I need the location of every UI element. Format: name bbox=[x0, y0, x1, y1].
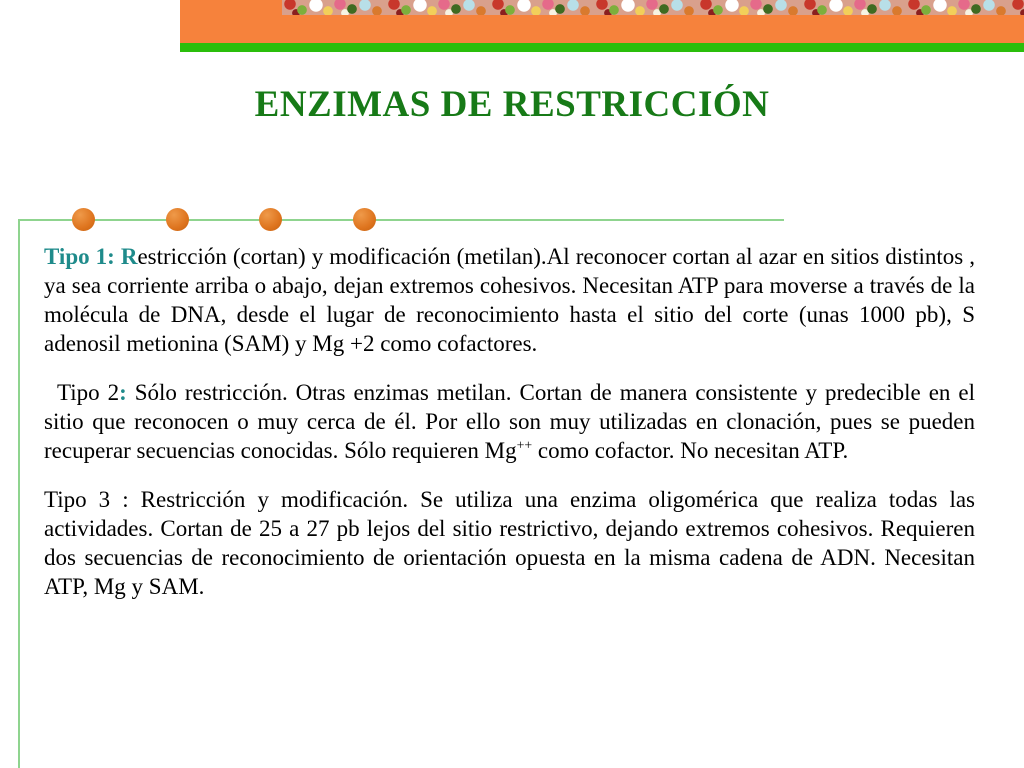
tipo-2-superscript: ++ bbox=[516, 437, 533, 453]
divider-line-vertical bbox=[18, 219, 20, 768]
page-title: ENZIMAS DE RESTRICCIÓN bbox=[254, 84, 770, 125]
paragraph-tipo-3 bbox=[44, 485, 975, 601]
tipo-1-lead: Tipo 1: R bbox=[44, 244, 138, 269]
divider-dot bbox=[259, 208, 282, 231]
tipo-2-text-b: como cofactor. No necesitan ATP. bbox=[532, 438, 849, 463]
divider-dot bbox=[166, 208, 189, 231]
tipo-1-text: estricción (cortan) y modificación (metilan).Al reconocer cortan al azar en sitios distintos , ya sea corriente arriba o abajo, dejan extremos cohesivos. Necesitan ATP para moverse a través de la molécula de DNA, desde el lugar de reconocimiento hasta el sitio del corte (unas 1000 pb), S adenosil metionina (SAM) y Mg +2 como cofactores. bbox=[44, 244, 975, 356]
divider-dot bbox=[72, 208, 95, 231]
tipo-2-intro: Tipo 2 bbox=[57, 380, 120, 405]
divider-line-horizontal bbox=[18, 219, 784, 221]
paragraph-tipo-2 bbox=[44, 378, 975, 465]
tipo-2-colon: : bbox=[119, 380, 127, 405]
floral-image-strip bbox=[282, 0, 1024, 15]
tipo-2-text-a: Sólo restricción. Otras enzimas metilan. Cortan de manera consistente y predecible en el sitio que reconocen o muy cerca de él. Por ello son muy utilizadas en clonación, pues se pueden recuperar secuencias conocidas. Sólo requieren Mg bbox=[44, 380, 975, 463]
banner-underline-bar bbox=[180, 43, 1024, 52]
paragraph-tipo-1 bbox=[44, 242, 975, 358]
top-banner bbox=[180, 0, 1024, 43]
divider-dot bbox=[353, 208, 376, 231]
tipo-3-text: Tipo 3 : Restricción y modificación. Se utiliza una enzima oligomérica que realiza todas las actividades. Cortan de 25 a 27 pb lejos del sitio restrictivo, dejando extremos cohesivos. Requieren dos secuencias de reconocimiento de orientación opuesta en la misma cadena de ADN. Necesitan ATP, Mg y SAM. bbox=[44, 487, 975, 599]
slide-body-text bbox=[44, 242, 975, 621]
